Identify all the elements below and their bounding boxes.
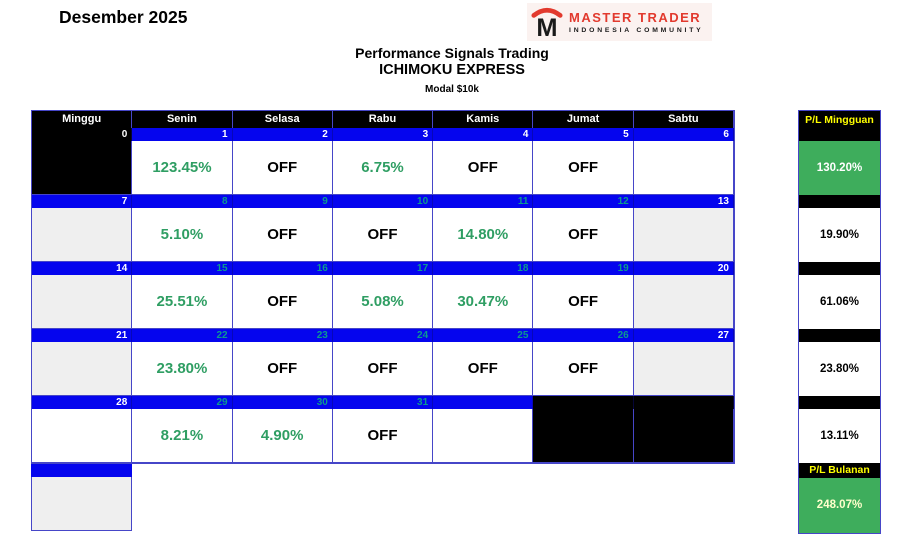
day-empty-cell (634, 141, 734, 195)
date-cell-18: 18 (433, 262, 533, 275)
date-cell-14: 14 (32, 262, 132, 275)
pl-panel-body (799, 128, 880, 463)
day-empty-cell (32, 409, 132, 463)
pl-separator (799, 195, 880, 208)
day-result-cell: 30.47% (433, 275, 533, 329)
day-empty-cell (32, 275, 132, 329)
pl-separator (799, 262, 880, 275)
day-header-sabtu: Sabtu (634, 111, 734, 128)
calendar-day-header-row (32, 111, 734, 128)
day-result-cell: 4.90% (233, 409, 333, 463)
day-result-cell: OFF (533, 275, 633, 329)
date-cell-28: 28 (32, 396, 132, 409)
day-header-kamis: Kamis (433, 111, 533, 128)
date-cell-5: 5 (533, 128, 633, 141)
date-cell-24: 24 (333, 329, 433, 342)
calendar-week-row-2 (32, 208, 734, 262)
day-result-cell: 123.45% (132, 141, 232, 195)
date-cell-19: 19 (533, 262, 633, 275)
date-cell-8: 8 (132, 195, 232, 208)
trailing-date-strip (31, 464, 132, 477)
date-cell-empty (634, 396, 734, 409)
day-empty-cell (32, 141, 132, 195)
day-result-cell: 5.10% (132, 208, 232, 262)
date-cell-22: 22 (132, 329, 232, 342)
day-result-cell: OFF (333, 409, 433, 463)
calendar-date-row-3 (32, 262, 734, 275)
date-cell-16: 16 (233, 262, 333, 275)
calendar-week-row-5 (32, 409, 734, 463)
pl-separator (799, 128, 880, 141)
day-empty-cell (32, 342, 132, 396)
day-result-cell: 14.80% (433, 208, 533, 262)
date-cell-empty (433, 396, 533, 409)
day-result-cell: OFF (233, 141, 333, 195)
day-header-minggu: Minggu (32, 111, 132, 128)
day-result-cell: OFF (333, 208, 433, 262)
report-header (0, 45, 904, 95)
logo-brand-name: MASTER TRADER (569, 10, 702, 25)
pl-weekly-value-1: 130.20% (799, 141, 880, 195)
pl-monthly-value: 248.07% (799, 478, 880, 533)
day-empty-cell (634, 275, 734, 329)
day-result-cell: OFF (233, 275, 333, 329)
pl-weekly-value-3: 61.06% (799, 275, 880, 329)
calendar-table (31, 110, 735, 464)
date-cell-4: 4 (433, 128, 533, 141)
day-result-cell: OFF (433, 342, 533, 396)
date-cell-9: 9 (233, 195, 333, 208)
day-empty-cell (433, 409, 533, 463)
day-result-cell: OFF (533, 141, 633, 195)
day-empty-cell (533, 409, 633, 463)
day-result-cell: 23.80% (132, 342, 232, 396)
date-cell-27: 27 (634, 329, 734, 342)
logo-text (569, 10, 704, 34)
date-cell-13: 13 (634, 195, 734, 208)
day-result-cell: OFF (233, 208, 333, 262)
day-result-cell: OFF (433, 141, 533, 195)
date-cell-11: 11 (433, 195, 533, 208)
day-empty-cell (32, 208, 132, 262)
trailing-empty-cell (31, 477, 132, 531)
pl-panel (798, 110, 881, 534)
calendar-week-row-1 (32, 141, 734, 195)
date-cell-23: 23 (233, 329, 333, 342)
calendar-week-row-3 (32, 275, 734, 329)
day-result-cell: OFF (533, 342, 633, 396)
day-result-cell: 8.21% (132, 409, 232, 463)
date-cell-2: 2 (233, 128, 333, 141)
calendar-week-row-4 (32, 342, 734, 396)
day-result-cell: 6.75% (333, 141, 433, 195)
svg-text:M: M (536, 14, 558, 39)
date-cell-empty (533, 396, 633, 409)
pl-weekly-value-4: 23.80% (799, 342, 880, 396)
day-result-cell: 5.08% (333, 275, 433, 329)
strategy-name: ICHIMOKU EXPRESS (379, 62, 525, 78)
date-cell-15: 15 (132, 262, 232, 275)
pl-monthly-header: P/L Bulanan (799, 463, 880, 478)
pl-weekly-value-5: 13.11% (799, 409, 880, 463)
brand-logo (527, 3, 712, 41)
calendar-date-row-5 (32, 396, 734, 409)
date-cell-20: 20 (634, 262, 734, 275)
report-title: Performance Signals Trading (355, 45, 549, 61)
calendar-trailing-row (31, 464, 132, 531)
day-empty-cell (634, 208, 734, 262)
date-cell-7: 7 (32, 195, 132, 208)
date-cell-10: 10 (333, 195, 433, 208)
day-header-jumat: Jumat (533, 111, 633, 128)
date-cell-17: 17 (333, 262, 433, 275)
day-result-cell: OFF (233, 342, 333, 396)
pl-separator (799, 396, 880, 409)
date-cell-26: 26 (533, 329, 633, 342)
capital-note: Modal $10k (425, 84, 479, 95)
date-cell-30: 30 (233, 396, 333, 409)
calendar-date-row-1 (32, 128, 734, 141)
calendar-date-row-4 (32, 329, 734, 342)
day-header-rabu: Rabu (333, 111, 433, 128)
date-cell-29: 29 (132, 396, 232, 409)
master-trader-logo-icon (531, 5, 563, 39)
month-title: Desember 2025 (59, 7, 188, 27)
date-cell-31: 31 (333, 396, 433, 409)
day-empty-cell (634, 409, 734, 463)
day-result-cell: 25.51% (132, 275, 232, 329)
day-result-cell: OFF (333, 342, 433, 396)
logo-tagline: INDONESIA COMMUNITY (569, 27, 704, 34)
day-result-cell: OFF (533, 208, 633, 262)
day-header-senin: Senin (132, 111, 232, 128)
date-cell-0: 0 (32, 128, 132, 141)
pl-weekly-value-2: 19.90% (799, 208, 880, 262)
date-cell-25: 25 (433, 329, 533, 342)
pl-separator (799, 329, 880, 342)
date-cell-6: 6 (634, 128, 734, 141)
date-cell-12: 12 (533, 195, 633, 208)
day-empty-cell (634, 342, 734, 396)
day-header-selasa: Selasa (233, 111, 333, 128)
calendar-date-row-2 (32, 195, 734, 208)
date-cell-1: 1 (132, 128, 232, 141)
date-cell-21: 21 (32, 329, 132, 342)
date-cell-3: 3 (333, 128, 433, 141)
pl-weekly-header: P/L Mingguan (799, 111, 880, 128)
